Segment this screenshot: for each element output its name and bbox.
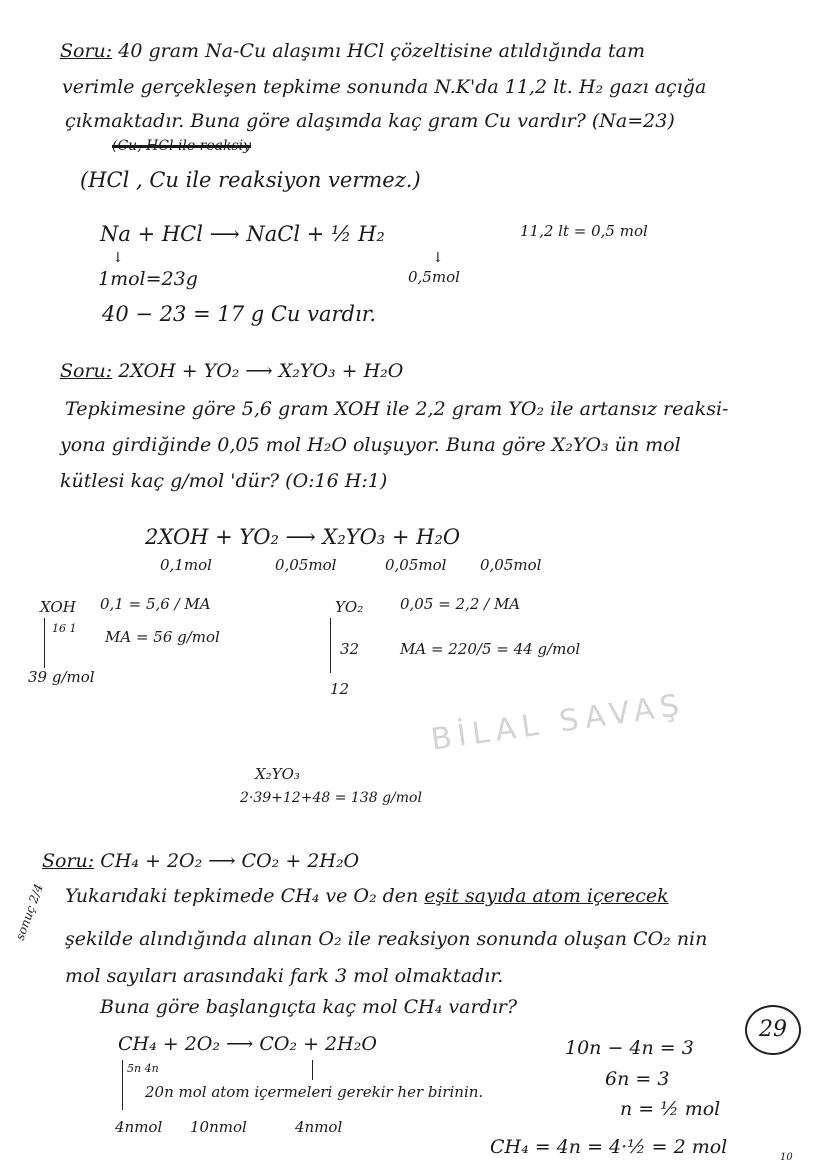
q3-line3: mol sayıları arasındaki fark 3 mol olmaktadır.	[65, 965, 504, 987]
q2-yo2-eq: 0,05 = 2,2 / MA	[400, 595, 521, 613]
arrow-line	[122, 1060, 123, 1110]
q3-line2: şekilde alındığında alınan O₂ ile reaksiyon sonunda oluşan CO₂ nin	[65, 928, 708, 950]
q3-answer: CH₄ = 4n = 4·½ = 2 mol	[490, 1136, 728, 1158]
q2-line3: kütlesi kaç g/mol 'dür? (O:16 H:1)	[60, 470, 388, 492]
q2-line2: yona girdiğinde 0,05 mol H₂O oluşuyor. Buna göre X₂YO₃ ün mol	[60, 434, 681, 456]
q1-equation: Na + HCl ⟶ NaCl + ½ H₂	[100, 222, 385, 246]
q3-label: Soru:	[42, 850, 95, 872]
q2-label: Soru:	[60, 360, 113, 382]
q1-crossed-note: (Cu, HCl ile reaksiy	[112, 138, 252, 154]
q2-xoh-parts: 16 1	[52, 622, 77, 635]
q3-header	[42, 850, 359, 872]
q1-line1	[60, 40, 645, 62]
q2-xoh-ma: MA = 56 g/mol	[105, 628, 220, 646]
q3-side-note: sonuç 2/4	[12, 882, 46, 942]
q2-mol: 0,05mol	[480, 556, 542, 574]
q1-answer: 40 − 23 = 17 g Cu vardır.	[102, 302, 377, 326]
q3-mol: 4nmol	[295, 1118, 343, 1136]
q2-yo2: YO₂	[335, 598, 364, 616]
q3-mol: 10nmol	[190, 1118, 247, 1136]
arrow-line	[330, 618, 331, 673]
q1-label: Soru:	[60, 40, 113, 62]
q3-equation: CH₄ + 2O₂ ⟶ CO₂ + 2H₂O	[100, 850, 360, 872]
q3-eq3: n = ½ mol	[620, 1098, 721, 1120]
q3-mol: 4nmol	[115, 1118, 163, 1136]
q2-xoh: XOH	[40, 598, 76, 616]
q3-line4: Buna göre başlangıçta kaç mol CH₄ vardır?	[100, 996, 518, 1018]
q2-work-equation: 2XOH + YO₂ ⟶ X₂YO₃ + H₂O	[145, 525, 461, 549]
watermark: BİLAL SAVAŞ	[428, 687, 688, 758]
q3-atom-note: 20n mol atom içermeleri gerekir her birinin.	[145, 1083, 484, 1101]
q3-work-equation: CH₄ + 2O₂ ⟶ CO₂ + 2H₂O	[118, 1033, 377, 1055]
question-number: 29	[745, 1005, 801, 1055]
q2-header	[60, 360, 403, 382]
q2-xoh-eq: 0,1 = 5,6 / MA	[100, 595, 211, 613]
q2-mol: 0,05mol	[275, 556, 337, 574]
q2-line1: Tepkimesine göre 5,6 gram XOH ile 2,2 gram YO₂ ile artansız reaksi-	[65, 398, 729, 420]
arrow-down-icon: ↓	[432, 250, 444, 266]
q2-yo2-ma: MA = 220/5 = 44 g/mol	[400, 640, 581, 658]
q1-note: (HCl , Cu ile reaksiyon vermez.)	[80, 168, 421, 192]
arrow-line	[44, 618, 45, 668]
arrow-down-icon: ↓	[112, 250, 124, 266]
q3-line1	[65, 885, 669, 907]
q2-product: X₂YO₃	[255, 765, 300, 783]
q1-line2: verimle gerçekleşen tepkime sonunda N.K'da 11,2 lt. H₂ gazı açığa	[62, 76, 707, 98]
q2-mol: 0,05mol	[385, 556, 447, 574]
q3-atoms: 5n 4n	[127, 1062, 159, 1075]
arrow-line	[312, 1060, 313, 1080]
q1-na-mol: 1mol=23g	[98, 268, 198, 290]
q2-mol: 0,1mol	[160, 556, 212, 574]
q1-line3: çıkmaktadır. Buna göre alaşımda kaç gram Cu vardır? (Na=23)	[65, 110, 675, 132]
q2-y-mass: 12	[330, 680, 350, 698]
q1-text: 40 gram Na-Cu alaşımı HCl çözeltisine atıldığında tam	[118, 40, 645, 62]
q3-line1-a: Yukarıdaki tepkimede CH₄ ve O₂ den	[65, 885, 419, 907]
q2-yo2-parts: 32	[340, 640, 360, 658]
q1-conversion: 11,2 lt = 0,5 mol	[520, 222, 648, 240]
q2-equation: 2XOH + YO₂ ⟶ X₂YO₃ + H₂O	[118, 360, 404, 382]
q1-h2-mol: 0,5mol	[408, 268, 460, 286]
q3-line1-b: eşit sayıda atom içerecek	[424, 885, 669, 907]
q2-x-mass: 39 g/mol	[28, 668, 95, 686]
q2-answer: 2·39+12+48 = 138 g/mol	[240, 790, 422, 806]
q3-eq1: 10n − 4n = 3	[565, 1037, 694, 1059]
q3-eq2: 6n = 3	[605, 1068, 670, 1090]
page-number: 10	[780, 1152, 793, 1163]
